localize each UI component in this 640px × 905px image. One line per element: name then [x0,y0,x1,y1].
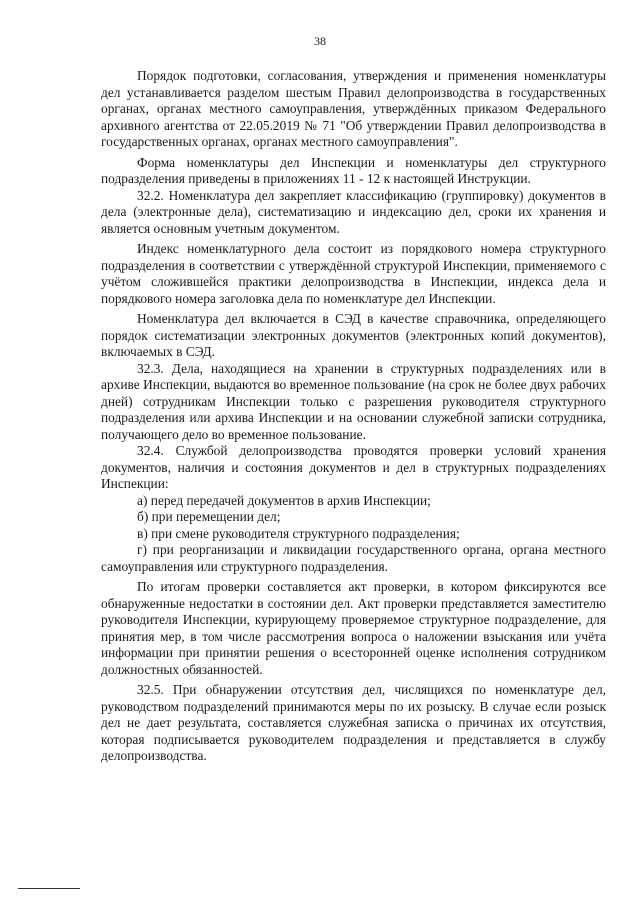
paragraph-inspection-act: По итогам проверки составляется акт проверки, в котором фиксируются все обнаруженные недостатки в состоянии дел. Акт проверки представляется заместителю руководителя Инспекции, курирующему проверяемое структурное подразделение, для принятия мер, в том числе рассмотрения вопроса о наложении взыскания или учёта информации при принятии решения о всесторонней оценке исполнения сотрудником должностных обязанностей. [101,579,606,677]
paragraph-nomenclature-procedure: Порядок подготовки, согласования, утверждения и применения номенклатуры дел устанавливается разделом шестым Правил делопроизводства в государственных органах, органах местного самоуправления, утверждённых приказом Федерального архивного агентства от 22.05.2019 № 71 "Об утверждении Правил делопроизводства в государственных органах, органах местного самоуправления". [101,68,606,149]
page-number: 38 [314,34,326,48]
paragraph-case-index: Индекс номенклатурного дела состоит из порядкового номера структурного подразделения в соответствии с утверждённой структурой Инспекции, применяемого с учётом сложившейся практики делопроизводства в Инспекции, индекса дела и порядкового номера заголовка дела по номенклатуре дел Инспекции. [101,241,606,306]
paragraph-32-4: 32.4. Службой делопроизводства проводятся проверки условий хранения документов, наличия и состояния документов и дел в структурных подразделениях Инспекции: [101,443,606,491]
paragraph-32-3: 32.3. Дела, находящиеся на хранении в структурных подразделениях или в архиве Инспекции, выдаются во временное пользование (на срок не более двух рабочих дней) сотрудникам Инспекции только с разрешения руководителя структурного подразделения или архива Инспекции и на основании служебной записки сотрудника, получающего дело во временное пользование. [101,360,606,442]
list-item-v: в) при смене руководителя структурного подразделения; [137,525,460,541]
list-item-b: б) при перемещении дел; [137,509,281,524]
document-body [101,68,606,765]
paragraph-sed-reference: Номенклатура дел включается в СЭД в качестве справочника, определяющего порядок систематизации электронных документов (электронных копий документов), включаемых в СЭД. [101,311,606,359]
paragraph-32-2: 32.2. Номенклатура дел закрепляет классификацию (группировку) документов в дела (электронные дела), систематизацию и индексацию дел, сроки их хранения и является основным учетным документом. [101,187,606,236]
list-item-a: а) перед передачей документов в архив Инспекции; [137,492,431,508]
paragraph-nomenclature-form: Форма номенклатуры дел Инспекции и номенклатуры дел структурного подразделения приведены в приложениях 11 - 12 к настоящей Инструкции. [101,154,606,186]
list-item-g: г) при реорганизации и ликвидации государственного органа, органа местного самоуправления или структурного подразделения. [101,542,606,574]
paragraph-32-5: 32.5. При обнаружении отсутствия дел, числящихся по номенклатуре дел, руководством подразделений принимаются меры по их розыску. В случае если розыск дел не дает результата, составляется служебная записка о причинах их отсутствия, которая подписывается руководителем подразделения и представляется в службу делопроизводства. [101,682,606,763]
footnote-separator [18,888,80,889]
